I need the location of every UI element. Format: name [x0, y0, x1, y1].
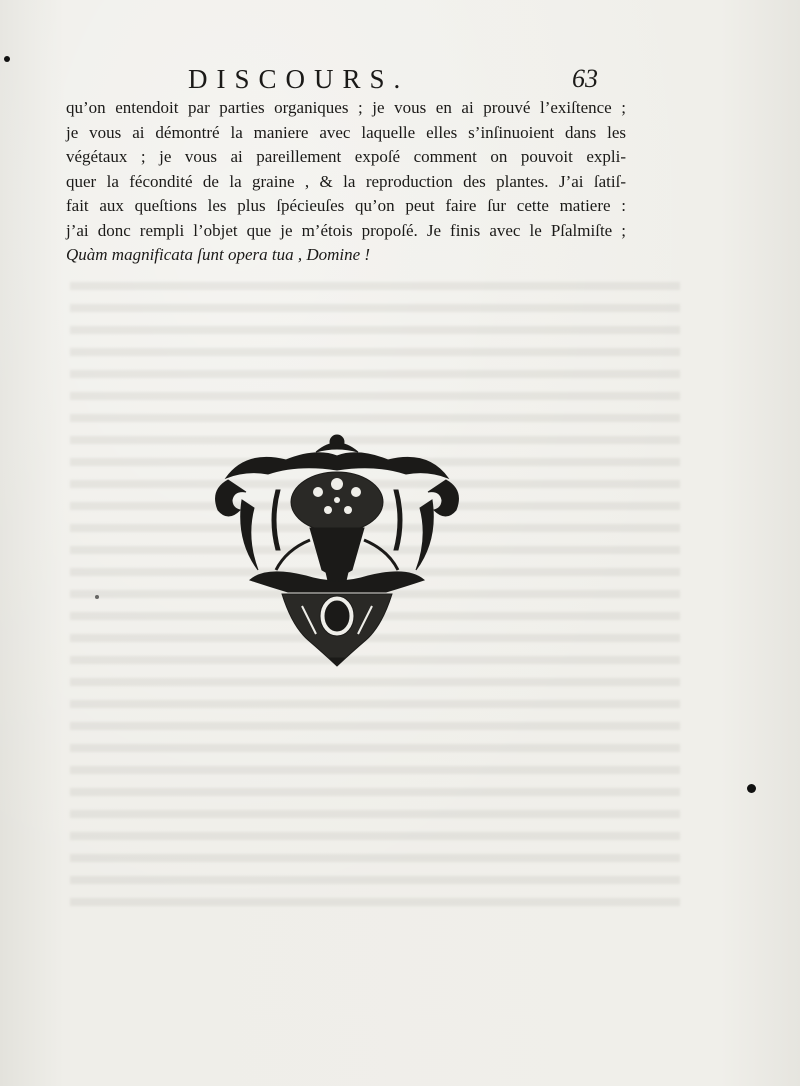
ink-speck [747, 784, 756, 793]
text-line: quer la fécondité de la graine , & la reproduction des plantes. J’ai ſatiſ- [66, 171, 626, 191]
page-header [0, 64, 800, 100]
ink-speck [4, 56, 10, 62]
text-line: fait aux queſtions les plus ſpécieuſes qu’on peut faire ſur cette matiere : [66, 196, 626, 215]
text-line: j’ai donc rempli l’objet que je m’étois propoſé. Je finis avec le Pſalmiſte ; [66, 220, 626, 240]
text-line: je vous ai démontré la maniere avec laquelle elles s’inſinuoient dans les [66, 122, 626, 142]
vase-of-flowers-cartouche-icon [206, 430, 468, 670]
running-title: DISCOURS. [188, 64, 410, 94]
page-number: 63 [572, 64, 598, 93]
ink-speck [95, 595, 99, 599]
text-line: végétaux ; je vous ai pareillement expoſé comment on pouvoit expli- [66, 147, 626, 166]
body-text [66, 96, 626, 268]
text-line: qu’on entendoit par parties organiques ; je vous en ai prouvé l’exiſtence ; [66, 98, 626, 117]
text-line-latin-quote: Quàm magnificata ſunt opera tua , Domine ! [66, 245, 371, 264]
